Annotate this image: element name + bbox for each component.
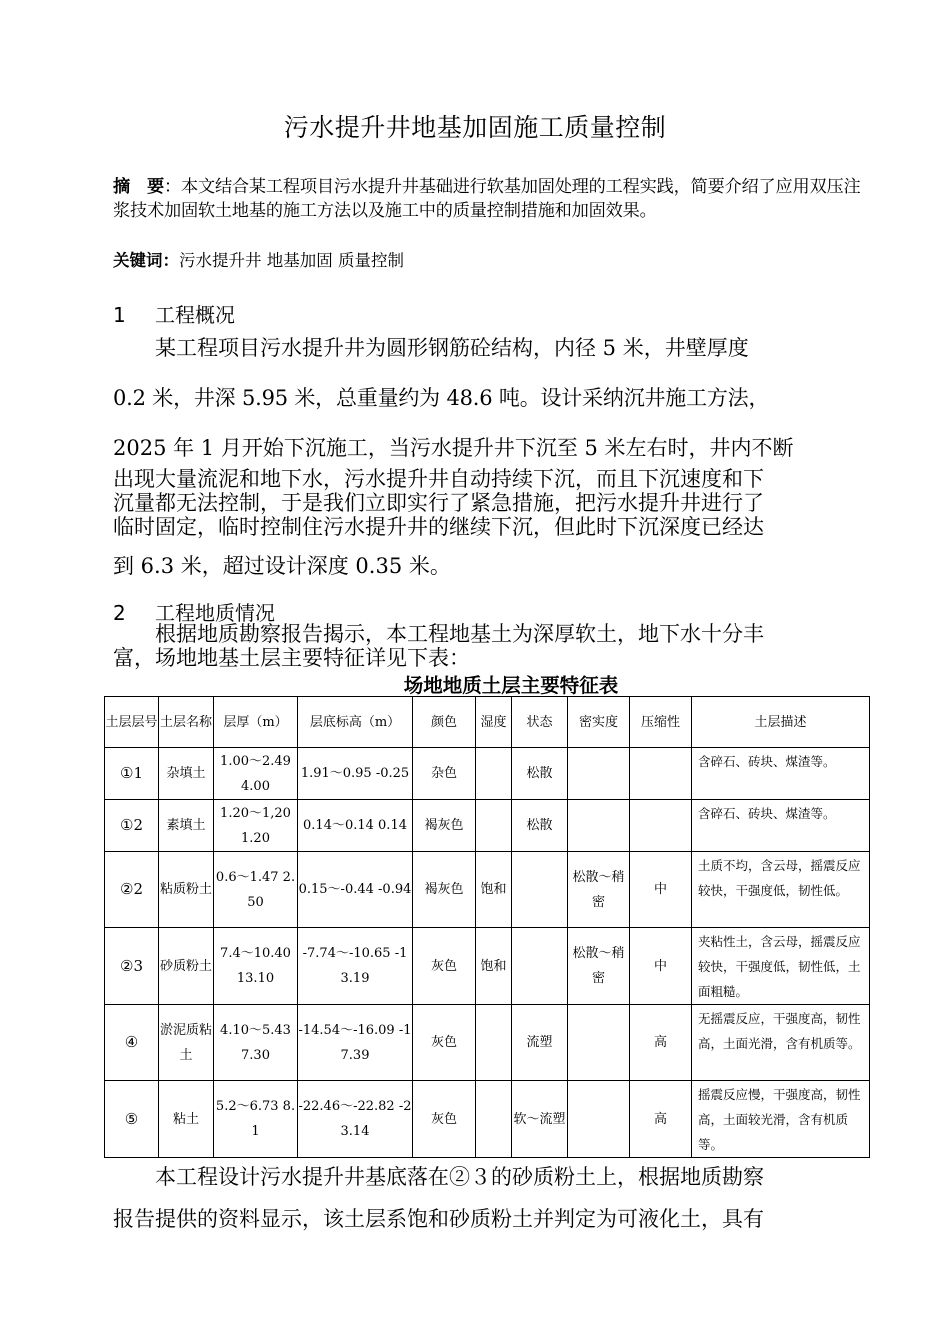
table-cell: 褐灰色	[413, 852, 476, 928]
header-cell: 压缩性	[630, 697, 692, 748]
table-cell: 杂填土	[159, 748, 214, 800]
table-cell: 0.6～1.47 2.50	[214, 852, 298, 928]
table-cell	[568, 1005, 630, 1081]
table-row	[105, 748, 870, 800]
table-row	[105, 928, 870, 1005]
table-header-row	[105, 697, 870, 748]
table-cell: 粘土	[159, 1081, 214, 1158]
table-cell: 7.4～10.40 13.10	[214, 928, 298, 1005]
section-2-number: 2	[113, 601, 126, 625]
keywords	[113, 249, 861, 273]
table-cell: 灰色	[413, 1005, 476, 1081]
table-cell: 高	[630, 1081, 692, 1158]
table-cell: 土质不均，含云母，摇震反应较快，干强度低，韧性低。	[692, 852, 870, 928]
table-cell: 1.91～0.95 -0.25	[298, 748, 413, 800]
table-body	[105, 748, 870, 1158]
table-cell	[630, 748, 692, 800]
header-cell: 土层描述	[692, 697, 870, 748]
table-cell	[630, 800, 692, 852]
table-cell: 夹粘性土，含云母，摇震反应较快，干强度低，韧性低，土面粗糙。	[692, 928, 870, 1005]
table-cell: 0.14～0.14 0.14	[298, 800, 413, 852]
section-1-number: 1	[113, 303, 126, 327]
soil-layer-table	[104, 696, 870, 1158]
section-2-title: 工程地质情况	[155, 601, 275, 625]
section-1-title: 工程概况	[155, 303, 235, 327]
header-cell: 湿度	[476, 697, 512, 748]
table-cell: ①1	[105, 748, 159, 800]
header-cell: 密实度	[568, 697, 630, 748]
table-cell: 中	[630, 852, 692, 928]
table-cell: -7.74～-10.65 -13.19	[298, 928, 413, 1005]
after-table-body	[113, 1162, 865, 1234]
table-cell: 素填土	[159, 800, 214, 852]
table-cell: 粘质粉土	[159, 852, 214, 928]
keywords-text: 污水提升井 地基加固 质量控制	[179, 251, 404, 270]
para-line: 根据地质勘察报告揭示，本工程地基土为深厚软土，地下水十分丰	[113, 622, 764, 646]
table-cell: 1.00～2.49 4.00	[214, 748, 298, 800]
table-cell: 中	[630, 928, 692, 1005]
table-cell: 松散	[512, 800, 568, 852]
table-caption: 场地地质土层主要特征表	[403, 674, 619, 697]
table-cell	[568, 748, 630, 800]
table-cell: 摇震反应慢，干强度高，韧性高，土面较光滑，含有机质等。	[692, 1081, 870, 1158]
para-line: 沉量都无法控制，于是我们立即实行了紧急措施，把污水提升井进行了	[113, 491, 764, 515]
table-cell: 饱和	[476, 852, 512, 928]
table-cell: 5.2～6.73 8.1	[214, 1081, 298, 1158]
table-cell: 0.15～-0.44 -0.94	[298, 852, 413, 928]
section-1-body	[113, 333, 865, 581]
table-cell: 灰色	[413, 928, 476, 1005]
table-cell	[476, 1005, 512, 1081]
table-cell: 松散～稍密	[568, 852, 630, 928]
keywords-label: 关键词：	[113, 251, 179, 270]
table-cell	[568, 800, 630, 852]
table-cell: 灰色	[413, 1081, 476, 1158]
table-cell	[512, 852, 568, 928]
table-cell: 高	[630, 1005, 692, 1081]
table-cell: 4.10～5.43 7.30	[214, 1005, 298, 1081]
table-cell	[476, 1081, 512, 1158]
table-cell	[512, 928, 568, 1005]
table-cell: 1.20～1,20 1.20	[214, 800, 298, 852]
para-line: 2025 年 1 月开始下沉施工，当污水提升井下沉至 5 米左右时，井内不断	[113, 436, 794, 460]
table-cell: 含碎石、砖块、煤渣等。	[692, 748, 870, 800]
table-cell: 软～流塑	[512, 1081, 568, 1158]
header-cell: 层底标高（m）	[298, 697, 413, 748]
table-cell: ④	[105, 1005, 159, 1081]
document-title: 污水提升井地基加固施工质量控制	[283, 113, 667, 142]
section-1-heading	[113, 299, 235, 328]
abstract-label: 摘 要	[113, 177, 164, 197]
table-cell: ②3	[105, 928, 159, 1005]
abstract-sep: ：	[163, 177, 181, 197]
para-line: 临时固定，临时控制住污水提升井的继续下沉，但此时下沉深度已经达	[113, 515, 764, 539]
section-2-body	[113, 622, 865, 670]
table-row	[105, 852, 870, 928]
table-cell: 砂质粉土	[159, 928, 214, 1005]
table-cell: -14.54～-16.09 -17.39	[298, 1005, 413, 1081]
header-cell: 土层名称	[159, 697, 214, 748]
header-cell: 层厚（m）	[214, 697, 298, 748]
table-cell	[476, 800, 512, 852]
table-cell: 杂色	[413, 748, 476, 800]
para-line: 到 6.3 米，超过设计深度 0.35 米。	[113, 554, 451, 578]
header-cell: 土层层号	[105, 697, 159, 748]
table-cell: ①2	[105, 800, 159, 852]
table-cell: 褐灰色	[413, 800, 476, 852]
para-line: 报告提供的资料显示，该土层系饱和砂质粉土并判定为可液化土，具有	[113, 1207, 764, 1231]
table-cell: 饱和	[476, 928, 512, 1005]
table-cell: 松散～稍密	[568, 928, 630, 1005]
para-line: 某工程项目污水提升井为圆形钢筋砼结构，内径 5 米，井壁厚度	[134, 336, 749, 360]
table-cell: 含碎石、砖块、煤渣等。	[692, 800, 870, 852]
table-cell: ②2	[105, 852, 159, 928]
abstract	[113, 175, 861, 223]
para-line: 本工程设计污水提升井基底落在②３的砂质粉土上，根据地质勘察	[113, 1165, 764, 1189]
table-cell: 无摇震反应，干强度高，韧性高，土面光滑，含有机质等。	[692, 1005, 870, 1081]
table-cell	[476, 748, 512, 800]
table-row	[105, 1081, 870, 1158]
table-cell: 松散	[512, 748, 568, 800]
table-cell: 流塑	[512, 1005, 568, 1081]
table-cell	[568, 1081, 630, 1158]
para-line: 0.2 米，井深 5.95 米，总重量约为 48.6 吨。设计采纳沉井施工方法，	[113, 386, 770, 410]
header-cell: 状态	[512, 697, 568, 748]
table-cell: -22.46～-22.82 -23.14	[298, 1081, 413, 1158]
header-cell: 颜色	[413, 697, 476, 748]
table-row	[105, 1005, 870, 1081]
table-row	[105, 800, 870, 852]
para-line: 富，场地地基土层主要特征详见下表：	[113, 646, 470, 670]
abstract-text: 本文结合某工程项目污水提升井基础进行软基加固处理的工程实践，简要介绍了应用双压注浆技术加固软土地基的施工方法以及施工中的质量控制措施和加固效果。	[113, 177, 861, 221]
table-cell: 淤泥质粘土	[159, 1005, 214, 1081]
para-line: 出现大量流泥和地下水，污水提升井自动持续下沉，而且下沉速度和下	[113, 467, 764, 491]
table-cell: ⑤	[105, 1081, 159, 1158]
